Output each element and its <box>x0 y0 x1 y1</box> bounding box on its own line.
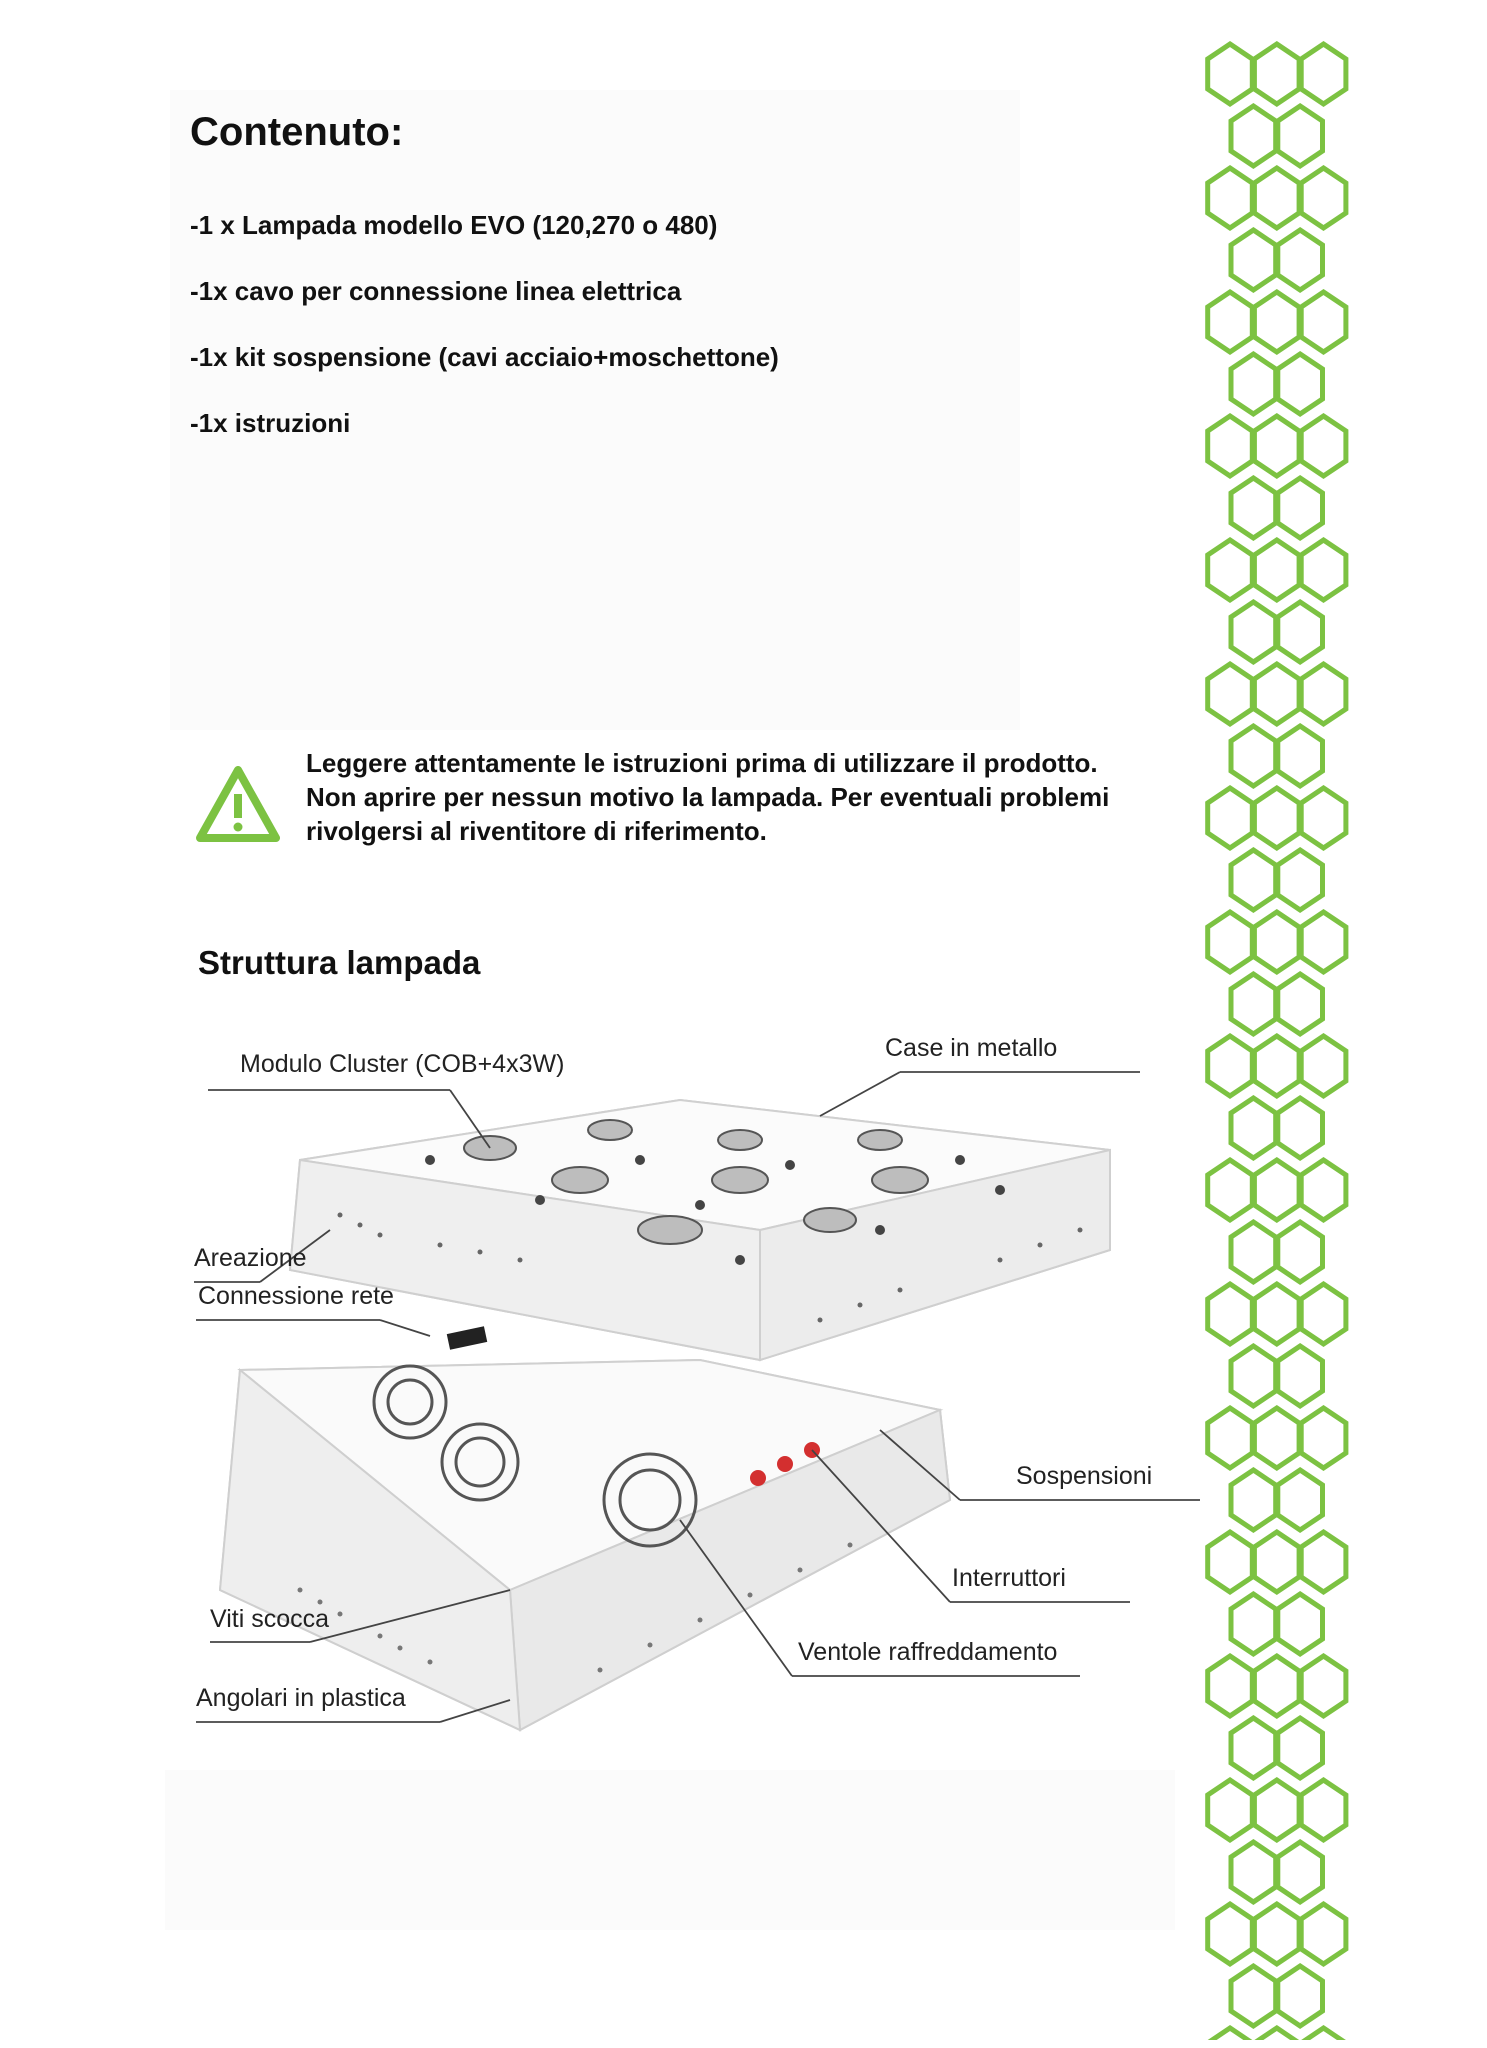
hexagon-shape <box>1278 1222 1323 1282</box>
hexagon-shape <box>1254 540 1299 600</box>
hexagon-shape <box>1301 2028 1346 2040</box>
callout-switches: Interruttori <box>952 1564 1066 1592</box>
hexagon-shape <box>1301 168 1346 228</box>
hexagon-shape <box>1278 1346 1323 1406</box>
hexagon-pattern-decoration <box>1200 40 1420 2040</box>
hexagon-shape <box>1301 664 1346 724</box>
hexagon-shape <box>1208 1408 1253 1468</box>
hexagon-shape <box>1301 540 1346 600</box>
hexagon-shape <box>1278 1470 1323 1530</box>
hexagon-shape <box>1301 1780 1346 1840</box>
hexagon-shape <box>1278 1842 1323 1902</box>
hexagon-shape <box>1278 230 1323 290</box>
hexagon-shape <box>1301 416 1346 476</box>
hexagon-shape <box>1208 1036 1253 1096</box>
hexagon-shape <box>1231 1470 1276 1530</box>
hexagon-shape <box>1231 230 1276 290</box>
hexagon-shape <box>1301 1532 1346 1592</box>
hexagon-shape <box>1231 1966 1276 2026</box>
hexagon-shape <box>1278 974 1323 1034</box>
hexagon-shape <box>1301 1656 1346 1716</box>
warning-line: rivolgersi al riventitore di riferimento. <box>306 816 767 846</box>
hexagon-shape <box>1301 1904 1346 1964</box>
hexagon-shape <box>1208 788 1253 848</box>
lamp-rear-view <box>220 1326 950 1730</box>
hexagon-shape <box>1254 664 1299 724</box>
hexagon-shape <box>1208 1532 1253 1592</box>
hexagon-shape <box>1208 912 1253 972</box>
hexagon-shape <box>1278 850 1323 910</box>
hexagon-shape <box>1278 1594 1323 1654</box>
hexagon-shape <box>1208 1160 1253 1220</box>
hexagon-shape <box>1301 912 1346 972</box>
hexagon-shape <box>1254 1780 1299 1840</box>
callout-ventilation: Areazione <box>194 1244 307 1272</box>
contents-item-lamp: -1 x Lampada modello EVO (120,270 o 480) <box>190 210 718 240</box>
hexagon-shape <box>1208 168 1253 228</box>
callout-cooling-fans: Ventole raffreddamento <box>798 1638 1058 1666</box>
callout-plastic-corners: Angolari in plastica <box>196 1684 406 1712</box>
warning-text <box>306 746 1206 848</box>
hexagon-shape <box>1301 1408 1346 1468</box>
hexagon-shape <box>1301 788 1346 848</box>
hexagon-shape <box>1254 1656 1299 1716</box>
hexagon-shape <box>1208 292 1253 352</box>
hexagon-shape <box>1231 1098 1276 1158</box>
hexagon-shape <box>1208 44 1253 104</box>
lamp-front-view <box>290 1100 1110 1360</box>
hexagon-shape <box>1231 726 1276 786</box>
hexagon-shape <box>1254 1036 1299 1096</box>
hexagon-shape <box>1278 478 1323 538</box>
hexagon-shape <box>1278 726 1323 786</box>
hexagon-shape <box>1208 1656 1253 1716</box>
contents-item-cable: -1x cavo per connessione linea elettrica <box>190 276 682 306</box>
hexagon-shape <box>1301 1160 1346 1220</box>
hexagon-shape <box>1254 788 1299 848</box>
hexagon-shape <box>1278 106 1323 166</box>
callout-power-connection: Connessione rete <box>198 1282 394 1310</box>
contents-item-suspension-kit: -1x kit sospensione (cavi acciaio+moschettone) <box>190 342 779 372</box>
hexagon-shape <box>1301 44 1346 104</box>
hexagon-shape <box>1254 1160 1299 1220</box>
hexagon-shape <box>1231 1594 1276 1654</box>
background-panel <box>165 1770 1175 1930</box>
hexagon-shape <box>1208 1284 1253 1344</box>
contents-title: Contenuto: <box>190 110 404 154</box>
hexagon-shape <box>1278 1718 1323 1778</box>
callout-suspension: Sospensioni <box>1016 1462 1153 1490</box>
hexagon-shape <box>1231 1718 1276 1778</box>
hexagon-shape <box>1231 602 1276 662</box>
hexagon-shape <box>1231 1842 1276 1902</box>
hexagon-shape <box>1301 292 1346 352</box>
hexagon-shape <box>1301 1284 1346 1344</box>
warning-line: Leggere attentamente le istruzioni prima di utilizzare il prodotto. <box>306 748 1098 778</box>
hexagon-shape <box>1278 354 1323 414</box>
warning-line: Non aprire per nessun motivo la lampada. Per eventuali problemi <box>306 782 1110 812</box>
hexagon-shape <box>1254 1532 1299 1592</box>
hexagon-shape <box>1231 1222 1276 1282</box>
hexagon-shape <box>1208 1904 1253 1964</box>
hexagon-shape <box>1254 292 1299 352</box>
hexagon-shape <box>1231 106 1276 166</box>
hexagon-shape <box>1231 974 1276 1034</box>
hexagon-shape <box>1254 168 1299 228</box>
hexagon-shape <box>1254 912 1299 972</box>
structure-title: Struttura lampada <box>198 944 481 981</box>
hexagon-shape <box>1254 1904 1299 1964</box>
hexagon-shape <box>1208 664 1253 724</box>
hexagon-shape <box>1208 540 1253 600</box>
hexagon-shape <box>1208 1780 1253 1840</box>
hexagon-shape <box>1254 2028 1299 2040</box>
contents-item-instructions: -1x istruzioni <box>190 408 351 438</box>
hexagon-shape <box>1254 44 1299 104</box>
hexagon-shape <box>1254 1408 1299 1468</box>
hexagon-shape <box>1208 416 1253 476</box>
callout-metal-case: Case in metallo <box>885 1034 1058 1062</box>
callout-case-screws: Viti scocca <box>210 1605 330 1633</box>
hexagon-shape <box>1254 416 1299 476</box>
lamp-illustration <box>180 1030 1240 1750</box>
hexagon-shape <box>1254 1284 1299 1344</box>
hexagon-shape <box>1278 1098 1323 1158</box>
hexagon-shape <box>1278 1966 1323 2026</box>
hexagon-shape <box>1231 478 1276 538</box>
callout-cluster-module: Modulo Cluster (COB+4x3W) <box>240 1050 565 1078</box>
hexagon-shape <box>1231 850 1276 910</box>
hexagon-shape <box>1231 354 1276 414</box>
lamp-structure-diagram <box>180 1030 1240 1750</box>
hexagon-shape <box>1301 1036 1346 1096</box>
hexagon-shape <box>1208 2028 1253 2040</box>
hexagon-shape <box>1231 1346 1276 1406</box>
hexagon-shape <box>1278 602 1323 662</box>
warning-triangle-icon <box>196 766 280 842</box>
